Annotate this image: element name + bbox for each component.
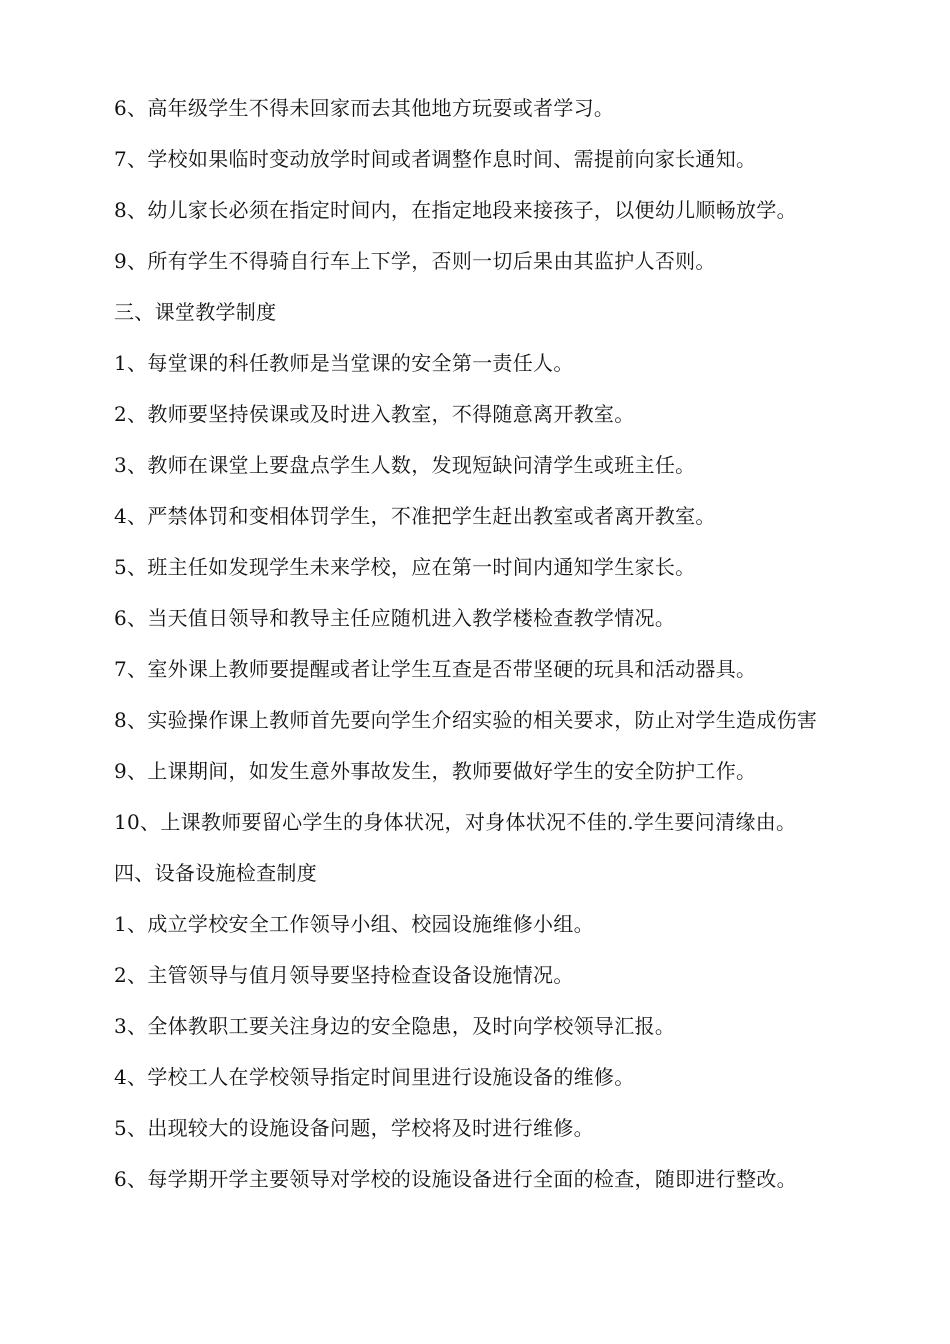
rule-line: 2、教师要坚持侯课或及时进入教室，不得随意离开教室。 <box>114 402 635 426</box>
rule-line: 10、上课教师要留心学生的身体状况，对身体状况不佳的.学生要问清缘由。 <box>114 810 797 834</box>
rule-line: 9、所有学生不得骑自行车上下学，否则一切后果由其监护人否则。 <box>114 249 716 273</box>
rule-line: 5、出现较大的设施设备问题，学校将及时进行维修。 <box>114 1116 594 1140</box>
rule-line: 6、高年级学生不得未回家而去其他地方玩耍或者学习。 <box>114 96 615 120</box>
document-body <box>114 90 914 1212</box>
section-heading: 四、设备设施检查制度 <box>114 861 317 885</box>
rule-line: 1、每堂课的科任教师是当堂课的安全第一责任人。 <box>114 351 574 375</box>
rule-line: 3、全体教职工要关注身边的安全隐患，及时向学校领导汇报。 <box>114 1014 676 1038</box>
rule-line: 2、主管领导与值月领导要坚持检查设备设施情况。 <box>114 963 574 987</box>
rule-line: 7、学校如果临时变动放学时间或者调整作息时间、需提前向家长通知。 <box>114 147 757 171</box>
rule-line: 4、严禁体罚和变相体罚学生，不准把学生赶出教室或者离开教室。 <box>114 504 716 528</box>
rule-line: 3、教师在课堂上要盘点学生人数，发现短缺问清学生或班主任。 <box>114 453 696 477</box>
rule-line: 8、实验操作课上教师首先要向学生介绍实验的相关要求，防止对学生造成伤害 <box>114 708 818 732</box>
rule-line: 9、上课期间，如发生意外事故发生，教师要做好学生的安全防护工作。 <box>114 759 757 783</box>
section-heading: 三、课堂教学制度 <box>114 300 277 324</box>
rule-line: 7、室外课上教师要提醒或者让学生互查是否带坚硬的玩具和活动器具。 <box>114 657 757 681</box>
rule-line: 6、每学期开学主要领导对学校的设施设备进行全面的检查，随即进行整改。 <box>114 1167 797 1191</box>
rule-line: 4、学校工人在学校领导指定时间里进行设施设备的维修。 <box>114 1065 635 1089</box>
rule-line: 1、成立学校安全工作领导小组、校园设施维修小组。 <box>114 912 594 936</box>
rule-line: 6、当天值日领导和教导主任应随机进入教学楼检查教学情况。 <box>114 606 676 630</box>
rule-line: 8、幼儿家长必须在指定时间内，在指定地段来接孩子，以便幼儿顺畅放学。 <box>114 198 797 222</box>
rule-line: 5、班主任如发现学生未来学校，应在第一时间内通知学生家长。 <box>114 555 696 579</box>
